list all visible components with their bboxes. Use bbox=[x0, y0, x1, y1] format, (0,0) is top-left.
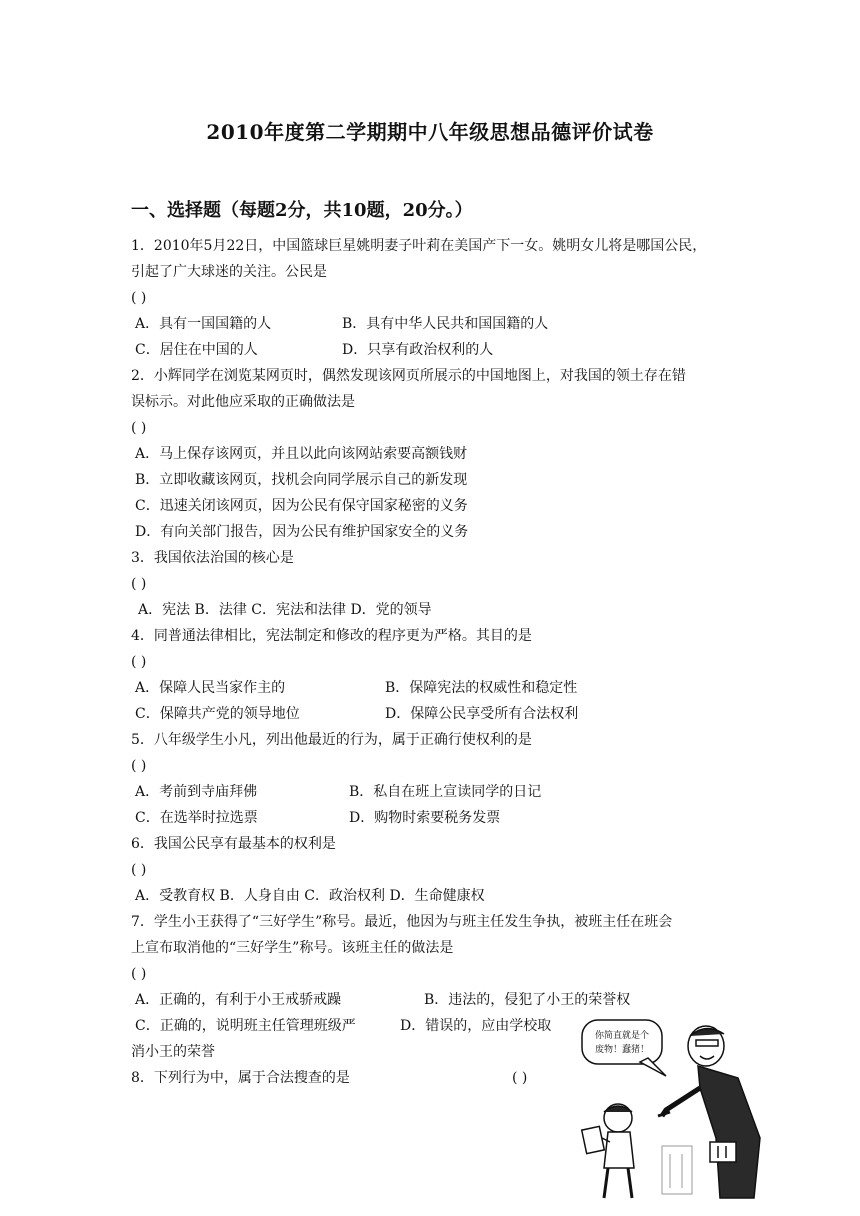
question-1-line-1: 1．2010年5月22日，中国篮球巨星姚明妻子叶莉在美国产下一女。姚明女儿将是哪国公民， bbox=[131, 238, 707, 254]
question-6-line-1: 6．我国公民享有最基本的权利是 bbox=[131, 836, 336, 852]
question-8-line-1: 8．下列行为中，属于合法搜查的是 bbox=[131, 1070, 350, 1086]
option-c: C．居住在中国的人 bbox=[135, 342, 258, 358]
building-sketch bbox=[662, 1146, 692, 1194]
option-a: A．具有一国国籍的人 bbox=[135, 316, 272, 332]
option-d: D．有向关部门报告，因为公民有维护国家安全的义务 bbox=[135, 524, 469, 540]
answer-paren: ( ) bbox=[131, 654, 147, 670]
option-a: A．考前到寺庙拜佛 bbox=[135, 784, 258, 800]
answer-paren: ( ) bbox=[131, 758, 147, 774]
option-b: B．具有中华人民共和国国籍的人 bbox=[342, 316, 549, 332]
option-b: B．违法的，侵犯了小王的荣誉权 bbox=[424, 992, 631, 1008]
option-a: A．保障人民当家作主的 bbox=[135, 680, 286, 696]
svg-text:你简直就是个: 你简直就是个 bbox=[594, 1031, 650, 1041]
answer-paren: ( ) bbox=[512, 1070, 528, 1086]
section-heading: 一、选择题（每题2分，共10题，20分。） bbox=[131, 200, 473, 221]
question-5-line-1: 5．八年级学生小凡，列出他最近的行为，属于正确行使权利的是 bbox=[131, 732, 532, 748]
question-7-line-1: 7．学生小王获得了“三好学生”称号。最近，他因为与班主任发生争执，被班主任在班会 bbox=[131, 914, 673, 930]
option-b: B．私自在班上宣读同学的日记 bbox=[349, 784, 542, 800]
option-c: C．正确的，说明班主任管理班级严 bbox=[135, 1018, 356, 1034]
option-a: A．马上保存该网页，并且以此向该网站索要高额钱财 bbox=[135, 446, 468, 462]
option-c: C．在选举时拉选票 bbox=[135, 810, 258, 826]
answer-paren: ( ) bbox=[131, 862, 147, 878]
options-row: A．宪法 B．法律 C．宪法和法律 D．党的领导 bbox=[138, 602, 432, 618]
question-2-line-2: 误标示。对此他应采取的正确做法是 bbox=[131, 394, 355, 410]
exam-title: 2010年度第二学期期中八年级思想品德评价试卷 bbox=[206, 120, 654, 144]
cartoon-illustration bbox=[570, 1018, 782, 1208]
option-d: D．保障公民享受所有合法权利 bbox=[385, 706, 579, 722]
option-a: A．正确的，有利于小王戒骄戒躁 bbox=[135, 992, 342, 1008]
option-d: D．错误的，应由学校取 bbox=[400, 1018, 552, 1034]
option-b: B．保障宪法的权威性和稳定性 bbox=[385, 680, 578, 696]
question-3-line-1: 3．我国依法治国的核心是 bbox=[131, 550, 294, 566]
question-2-line-1: 2．小辉同学在浏览某网页时，偶然发现该网页所展示的中国地图上，对我国的领土存在错 bbox=[131, 368, 686, 384]
question-4-line-1: 4．同普通法律相比，宪法制定和修改的程序更为严格。其目的是 bbox=[131, 628, 532, 644]
question-1-line-2: 引起了广大球迷的关注。公民是 bbox=[131, 264, 327, 280]
option-d-continued: 消小王的荣誉 bbox=[131, 1044, 215, 1060]
student-figure bbox=[582, 1104, 634, 1198]
option-d: D．购物时索要税务发票 bbox=[349, 810, 501, 826]
option-d: D．只享有政治权利的人 bbox=[342, 342, 494, 358]
answer-paren: ( ) bbox=[131, 290, 147, 306]
speech-bubble bbox=[582, 1020, 666, 1076]
option-c: C．迅速关闭该网页，因为公民有保守国家秘密的义务 bbox=[135, 498, 468, 514]
teacher-figure bbox=[658, 1026, 760, 1198]
option-b: B．立即收藏该网页，找机会向同学展示自己的新发现 bbox=[135, 472, 468, 488]
question-7-line-2: 上宣布取消他的“三好学生”称号。该班主任的做法是 bbox=[131, 940, 454, 956]
answer-paren: ( ) bbox=[131, 420, 147, 436]
answer-paren: ( ) bbox=[131, 576, 147, 592]
option-c: C．保障共产党的领导地位 bbox=[135, 706, 300, 722]
options-row: A．受教育权 B．人身自由 C．政治权利 D．生命健康权 bbox=[135, 888, 485, 904]
answer-paren: ( ) bbox=[131, 966, 147, 982]
svg-text:废物！蠢猪！: 废物！蠢猪！ bbox=[594, 1045, 650, 1055]
